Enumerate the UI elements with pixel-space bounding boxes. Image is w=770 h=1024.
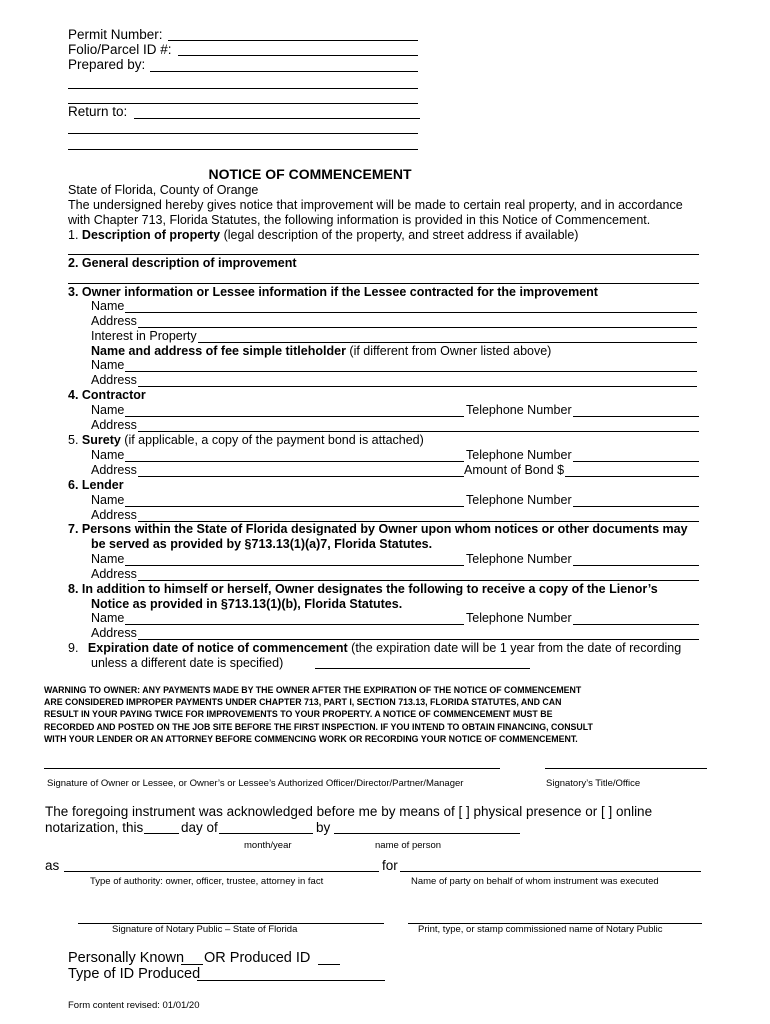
day-of-label: day of <box>181 820 218 835</box>
authority-type-field[interactable] <box>64 871 379 872</box>
copy-name-label: Name <box>91 611 125 625</box>
interest-field[interactable] <box>198 331 697 343</box>
personally-known-field[interactable] <box>181 964 203 965</box>
notary-person-field[interactable] <box>334 833 520 834</box>
designee-name-label: Name <box>91 552 125 566</box>
document-title-text: NOTICE OF COMMENCEMENT <box>208 166 412 182</box>
return-to-field-line2[interactable] <box>68 133 418 134</box>
lender-address-label: Address <box>91 508 137 522</box>
intro-line-2: with Chapter 713, Florida Statutes, the following information is provided in this Notice of Commencement. <box>68 213 651 227</box>
item-9-line-2: unless a different date is specified) <box>91 656 284 670</box>
interest-label: Interest in Property <box>91 329 197 343</box>
owner-name-label: Name <box>91 299 125 313</box>
copy-address-field[interactable] <box>138 628 699 640</box>
month-year-caption: month/year <box>244 840 292 851</box>
warning-line: ARE CONSIDERED IMPROPER PAYMENTS UNDER CHAPTER 713, PART I, SECTION 713.13, FLORIDA STATUTES, AND CAN <box>44 697 562 708</box>
by-label: by <box>316 820 331 835</box>
surety-address-label: Address <box>91 463 137 477</box>
party-name-field[interactable] <box>400 871 701 872</box>
designee-name-row <box>91 552 464 566</box>
surety-address-row <box>91 463 464 477</box>
item-3-heading: 3. Owner information or Lessee information if the Lessee contracted for the improvement <box>68 285 598 299</box>
surety-name-label: Name <box>91 448 125 462</box>
as-label: as <box>45 858 60 873</box>
signatory-title-caption: Signatory’s Title/Office <box>546 778 641 789</box>
type-of-id-field[interactable] <box>197 980 385 981</box>
signatory-title-field[interactable] <box>545 768 707 769</box>
fee-name-row <box>91 358 697 372</box>
fee-simple-title: Name and address of fee simple titleholder <box>91 344 346 358</box>
surety-phone-field[interactable] <box>573 450 699 462</box>
warning-block <box>44 684 714 745</box>
surety-phone-label: Telephone Number <box>466 448 572 462</box>
contractor-address-row <box>91 418 699 432</box>
contractor-name-field[interactable] <box>125 405 464 417</box>
designee-address-row <box>91 567 699 581</box>
interest-row <box>91 329 697 343</box>
contractor-name-row <box>91 403 464 417</box>
form-revision: Form content revised: 01/01/20 <box>68 1000 200 1011</box>
designee-phone-row <box>466 552 699 566</box>
item-1-note: (legal description of the property, and street address if available) <box>220 228 579 242</box>
contractor-address-label: Address <box>91 418 137 432</box>
permit-number-label: Permit Number: <box>68 27 163 42</box>
lender-phone-row <box>466 493 699 507</box>
warning-line: WARNING TO OWNER: ANY PAYMENTS MADE BY THE OWNER AFTER THE EXPIRATION OF THE NOTICE OF COMMENCEMENT <box>44 685 582 695</box>
bond-amount-label: Amount of Bond $ <box>464 463 565 477</box>
designee-phone-field[interactable] <box>573 554 699 566</box>
party-caption: Name of party on behalf of whom instrument was executed <box>411 876 659 887</box>
copy-address-row <box>91 626 699 640</box>
surety-name-row <box>91 448 464 462</box>
notarization-label: notarization, this <box>45 820 144 835</box>
folio-parcel-label: Folio/Parcel ID #: <box>68 42 172 57</box>
surety-name-field[interactable] <box>125 450 464 462</box>
lender-phone-label: Telephone Number <box>466 493 572 507</box>
surety-address-field[interactable] <box>138 465 464 477</box>
contractor-name-label: Name <box>91 403 125 417</box>
item-7-heading-line-1: 7. Persons within the State of Florida designated by Owner upon whom notices or other documents may <box>68 522 688 536</box>
item-5-number: 5. <box>68 433 79 447</box>
owner-address-row <box>91 314 697 328</box>
contractor-address-field[interactable] <box>138 420 699 432</box>
intro-line-1: The undersigned hereby gives notice that improvement will be made to certain real property, and in accordance <box>68 198 683 212</box>
item-9-number: 9. <box>68 641 79 655</box>
item-5-title: Surety <box>81 433 121 447</box>
contractor-phone-field[interactable] <box>573 405 699 417</box>
item-8-heading-line-2: Notice as provided in §713.13(1)(b), Florida Statutes. <box>91 597 403 611</box>
prepared-by-field[interactable] <box>150 71 418 72</box>
item-8-heading-line-1: 8. In addition to himself or herself, Owner designates the following to receive a copy of the Lienor’s <box>68 582 658 596</box>
fee-name-label: Name <box>91 358 125 372</box>
notary-print-caption: Print, type, or stamp commissioned name of Notary Public <box>418 924 663 935</box>
owner-name-field[interactable] <box>125 301 697 313</box>
folio-parcel-field[interactable] <box>178 55 418 56</box>
surety-phone-row <box>466 448 699 462</box>
acknowledgment-line-1: The foregoing instrument was acknowledged before me by means of [ ] physical presence or [ ] online <box>45 804 653 819</box>
copy-name-field[interactable] <box>125 613 464 625</box>
designee-name-field[interactable] <box>125 554 464 566</box>
contractor-phone-label: Telephone Number <box>466 403 572 417</box>
copy-phone-label: Telephone Number <box>466 611 572 625</box>
bond-amount-row <box>464 463 699 477</box>
warning-line: RESULT IN YOUR PAYING TWICE FOR IMPROVEMENTS TO YOUR PROPERTY. A NOTICE OF COMMENCEMENT MUST BE <box>44 709 553 720</box>
warning-line: WITH YOUR LENDER OR AN ATTORNEY BEFORE COMMENCING WORK OR RECORDING YOUR NOTICE OF COMMENCEMENT. <box>44 733 578 744</box>
prepared-by-label: Prepared by: <box>68 57 146 72</box>
warning-line: RECORDED AND POSTED ON THE JOB SITE BEFORE THE FIRST INSPECTION. IF YOU INTEND TO OBTAIN FINANCING, CONSULT <box>44 721 593 732</box>
produced-id-label: OR Produced ID <box>204 950 311 966</box>
owner-signature-field[interactable] <box>44 768 500 769</box>
lender-address-row <box>91 508 699 522</box>
designee-phone-label: Telephone Number <box>466 552 572 566</box>
item-4-heading: 4. Contractor <box>68 388 146 402</box>
item-5-heading <box>68 433 424 447</box>
expiration-date-field[interactable] <box>315 668 530 669</box>
personally-known-label: Personally Known <box>68 950 185 966</box>
contractor-phone-row <box>466 403 699 417</box>
lender-name-row <box>91 493 464 507</box>
fee-address-row <box>91 373 697 387</box>
fee-simple-heading <box>91 344 551 358</box>
document-title <box>0 166 620 182</box>
copy-address-label: Address <box>91 626 137 640</box>
return-to-field[interactable] <box>134 118 420 119</box>
owner-address-label: Address <box>91 314 137 328</box>
designee-address-label: Address <box>91 567 137 581</box>
item-9-title: Expiration date of notice of commencement <box>87 641 348 655</box>
item-6-heading: 6. Lender <box>68 478 124 492</box>
item-9-note: (the expiration date will be 1 year from the date of recording <box>347 641 682 655</box>
fee-address-label: Address <box>91 373 137 387</box>
notary-month-year-field[interactable] <box>219 833 313 834</box>
return-to-label: Return to: <box>68 104 128 119</box>
improvement-description-field[interactable] <box>68 283 699 284</box>
fee-name-field[interactable] <box>125 360 697 372</box>
notary-day-field[interactable] <box>144 833 179 834</box>
item-1-number: 1. <box>68 228 79 242</box>
item-5-note: (if applicable, a copy of the payment bond is attached) <box>120 433 424 447</box>
produced-id-field[interactable] <box>318 964 340 965</box>
fee-address-field[interactable] <box>138 375 697 387</box>
item-7-heading-line-2: be served as provided by §713.13(1)(a)7, Florida Statutes. <box>91 537 433 551</box>
item-9-heading <box>68 641 681 655</box>
for-label: for <box>382 858 398 873</box>
prepared-by-field-line2[interactable] <box>68 88 418 89</box>
fee-simple-note: (if different from Owner listed above) <box>345 344 552 358</box>
lender-name-label: Name <box>91 493 125 507</box>
permit-number-field[interactable] <box>168 40 418 41</box>
owner-name-row <box>91 299 697 313</box>
bond-amount-field[interactable] <box>565 465 699 477</box>
lender-phone-field[interactable] <box>573 495 699 507</box>
state-county: State of Florida, County of Orange <box>68 183 259 197</box>
return-to-field-line3[interactable] <box>68 149 418 150</box>
lender-address-field[interactable] <box>138 510 699 522</box>
item-1-heading <box>68 228 578 242</box>
lender-name-field[interactable] <box>125 495 464 507</box>
authority-caption: Type of authority: owner, officer, trustee, attorney in fact <box>90 876 324 887</box>
notary-signature-caption: Signature of Notary Public – State of Florida <box>112 924 298 935</box>
designee-address-field[interactable] <box>138 569 699 581</box>
copy-name-row <box>91 611 464 625</box>
owner-address-field[interactable] <box>138 316 697 328</box>
name-person-caption: name of person <box>375 840 442 851</box>
item-1-title: Description of property <box>81 228 221 242</box>
copy-phone-row <box>466 611 699 625</box>
type-of-id-label: Type of ID Produced <box>68 966 201 982</box>
owner-signature-caption: Signature of Owner or Lessee, or Owner’s or Lessee’s Authorized Officer/Director/Partner/Manager <box>47 778 464 789</box>
property-description-field[interactable] <box>68 254 699 255</box>
item-2-heading: 2. General description of improvement <box>68 256 297 270</box>
copy-phone-field[interactable] <box>573 613 699 625</box>
